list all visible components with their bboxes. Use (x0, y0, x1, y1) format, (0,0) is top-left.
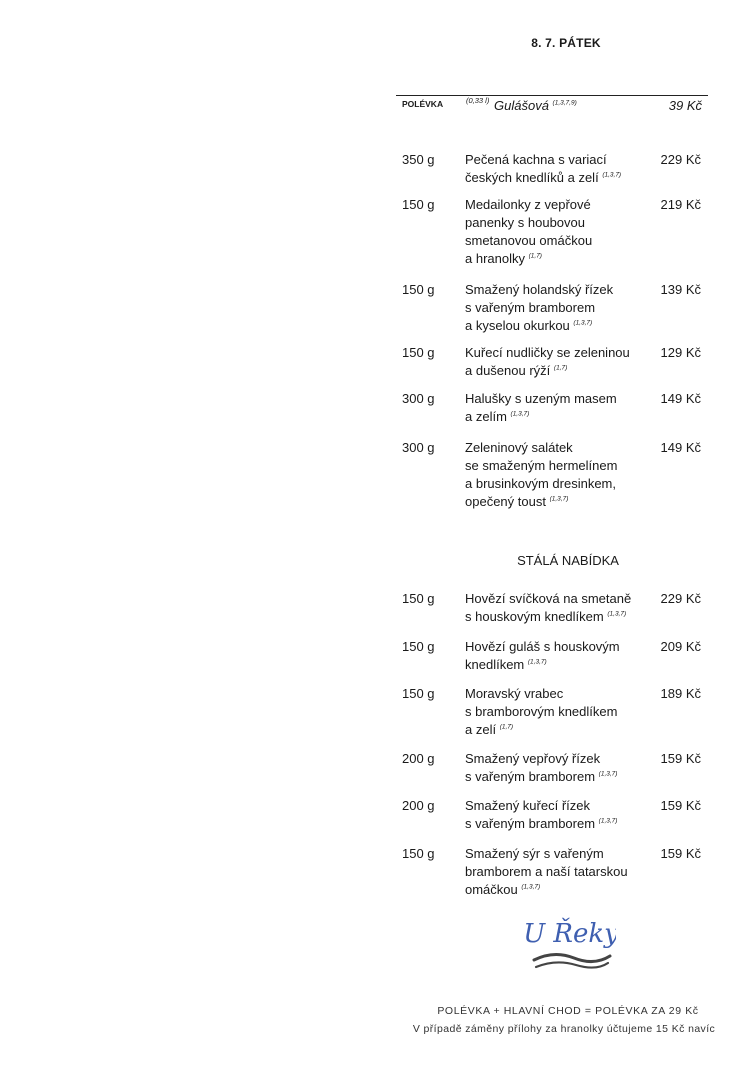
restaurant-logo (526, 912, 616, 974)
dish-price: 149 Kč (660, 440, 701, 455)
dish-name-text: Moravský vrabec s bramborovým knedlíkem a zelí (465, 686, 618, 737)
dish-name (465, 390, 645, 426)
dish-name-text: Smažený holandský řízek s vařeným bramborem a kyselou okurkou (465, 282, 614, 333)
soup-allergens: (1,3,7,9) (552, 99, 577, 107)
dish-allergens: (1,7) (553, 364, 568, 372)
logo-wave-bottom (536, 962, 608, 967)
dish-name (465, 590, 645, 626)
dish-allergens: (1,3,7) (549, 495, 569, 503)
dish-name-text: Hovězí guláš s houskovým knedlíkem (465, 639, 620, 672)
dish-price: 129 Kč (660, 345, 701, 360)
soup-row (396, 95, 708, 118)
dish-price: 219 Kč (660, 197, 701, 212)
dish-allergens: (1,3,7) (510, 410, 530, 418)
soup-name-text: Gulášová (494, 98, 549, 113)
dish-allergens: (1,3,7) (598, 817, 618, 825)
dish-price: 159 Kč (660, 846, 701, 861)
dish-allergens: (1,3,7) (598, 770, 618, 778)
dish-weight: 300 g (402, 440, 435, 455)
dish-allergens: (1,3,7) (527, 658, 547, 666)
dish-name (465, 344, 645, 380)
page-title: 8. 7. PÁTEK (531, 36, 601, 50)
dish-name (465, 439, 645, 511)
dish-name-text: Smažený sýr s vařeným bramborem a naší tatarskou omáčkou (465, 846, 628, 897)
dish-name (465, 281, 645, 335)
dish-name-text: Medailonky z vepřové panenky s houbovou smetanovou omáčkou a hranolky (465, 197, 593, 266)
dish-weight: 300 g (402, 391, 435, 406)
dish-weight: 150 g (402, 345, 435, 360)
dish-name (465, 151, 645, 187)
dish-price: 159 Kč (660, 798, 701, 813)
dish-price: 189 Kč (660, 686, 701, 701)
dish-allergens: (1,7) (499, 723, 514, 731)
dish-name (465, 797, 645, 833)
dish-price: 209 Kč (660, 639, 701, 654)
logo-graphic (526, 912, 616, 974)
soup-amount: (0,33 l) (466, 96, 490, 105)
dish-price: 229 Kč (660, 591, 701, 606)
dish-name-text: Kuřecí nudličky se zeleninou a dušenou rýží (465, 345, 630, 378)
dish-name-text: Hovězí svíčková na smetaně s houskovým knedlíkem (465, 591, 632, 624)
logo-wave-top (534, 954, 610, 961)
footer-side-note: V případě záměny přílohy za hranolky účtujeme 15 Kč navíc (412, 1023, 716, 1035)
dish-allergens: (1,7) (528, 252, 542, 260)
dish-weight: 150 g (402, 197, 435, 212)
dish-name (465, 845, 645, 899)
dish-price: 159 Kč (660, 751, 701, 766)
dish-weight: 150 g (402, 639, 435, 654)
dish-allergens: (1,3,7) (521, 883, 541, 891)
dish-name (465, 685, 645, 739)
dish-price: 229 Kč (660, 152, 701, 167)
dish-name (465, 196, 645, 268)
dish-weight: 150 g (402, 846, 435, 861)
dish-price: 139 Kč (660, 282, 701, 297)
dish-name (465, 750, 645, 786)
dish-price: 149 Kč (660, 391, 701, 406)
dish-weight: 350 g (402, 152, 435, 167)
dish-allergens: (1,3,7) (573, 319, 593, 327)
soup-label: POLÉVKA (402, 99, 444, 109)
dish-name-text: Halušky s uzeným masem a zelím (465, 391, 617, 424)
dish-name-text: Pečená kachna s variací českých knedlíků a zelí (465, 152, 607, 185)
dish-weight: 150 g (402, 591, 435, 606)
dish-name-text: Smažený vepřový řízek s vařeným bramborem (465, 751, 601, 784)
logo-text: U Řeky (526, 919, 616, 949)
soup-name (494, 98, 577, 113)
dish-name-text: Zeleninový salátek se smaženým hermelínem a brusinkovým dresinkem, opečený toust (465, 440, 618, 509)
dish-allergens: (1,3,7) (602, 171, 622, 179)
section-title-permanent: STÁLÁ NABÍDKA (517, 553, 619, 568)
dish-allergens: (1,3,7) (607, 610, 627, 618)
footer-combo-offer: POLÉVKA + HLAVNÍ CHOD = POLÉVKA ZA 29 Kč (437, 1005, 699, 1017)
dish-weight: 200 g (402, 751, 435, 766)
dish-name-text: Smažený kuřecí řízek s vařeným bramborem (465, 798, 596, 831)
dish-weight: 200 g (402, 798, 435, 813)
dish-weight: 150 g (402, 282, 435, 297)
dish-name (465, 638, 645, 674)
dish-weight: 150 g (402, 686, 435, 701)
soup-price: 39 Kč (668, 98, 702, 113)
